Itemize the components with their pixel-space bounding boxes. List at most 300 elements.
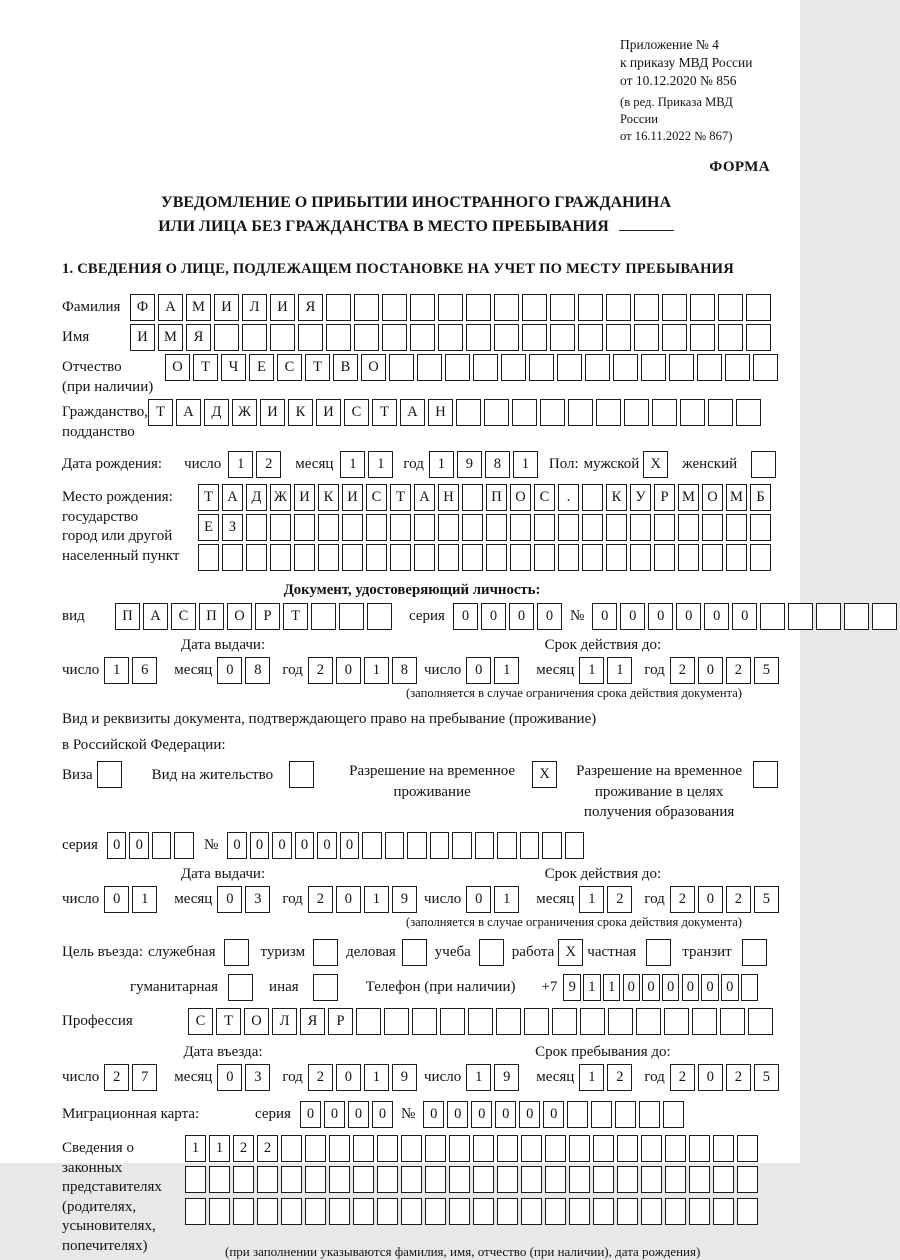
char-cell[interactable] xyxy=(401,1135,422,1162)
char-cell[interactable] xyxy=(558,514,579,541)
char-cell[interactable] xyxy=(593,1198,614,1225)
char-cell[interactable] xyxy=(382,324,407,351)
char-cell[interactable] xyxy=(550,324,575,351)
char-cell[interactable] xyxy=(680,399,705,426)
char-cell[interactable]: Л xyxy=(242,294,267,321)
char-cell[interactable] xyxy=(617,1198,638,1225)
char-cell[interactable] xyxy=(630,514,651,541)
char-cell[interactable] xyxy=(617,1135,638,1162)
checkbox-residence-permit[interactable] xyxy=(289,761,314,788)
char-cell[interactable]: 0 xyxy=(537,603,562,630)
char-cell[interactable] xyxy=(318,514,339,541)
char-cell[interactable] xyxy=(342,544,363,571)
char-cell[interactable] xyxy=(690,324,715,351)
char-cell[interactable] xyxy=(521,1135,542,1162)
char-cell[interactable]: 0 xyxy=(481,603,506,630)
char-cell[interactable] xyxy=(606,544,627,571)
char-cell[interactable] xyxy=(736,399,761,426)
char-cell[interactable] xyxy=(484,399,509,426)
char-cell[interactable] xyxy=(725,354,750,381)
char-cell[interactable] xyxy=(257,1198,278,1225)
char-cell[interactable]: О xyxy=(361,354,386,381)
char-cell[interactable] xyxy=(356,1008,381,1035)
char-cell[interactable] xyxy=(377,1198,398,1225)
char-cell[interactable]: 1 xyxy=(579,886,604,913)
char-cell[interactable] xyxy=(844,603,869,630)
char-cell[interactable]: М xyxy=(158,324,183,351)
char-cell[interactable]: Ж xyxy=(232,399,257,426)
char-cell[interactable] xyxy=(654,544,675,571)
char-cell[interactable]: 1 xyxy=(364,1064,389,1091)
char-cell[interactable]: Т xyxy=(148,399,173,426)
char-cell[interactable]: 1 xyxy=(466,1064,491,1091)
char-cell[interactable] xyxy=(510,544,531,571)
char-cell[interactable]: 1 xyxy=(340,451,365,478)
char-cell[interactable] xyxy=(512,399,537,426)
char-cell[interactable]: 0 xyxy=(423,1101,444,1128)
char-cell[interactable] xyxy=(702,514,723,541)
char-cell[interactable]: 2 xyxy=(670,1064,695,1091)
checkbox-purpose-study[interactable] xyxy=(479,939,504,966)
char-cell[interactable] xyxy=(641,354,666,381)
char-cell[interactable] xyxy=(377,1166,398,1193)
char-cell[interactable]: 2 xyxy=(308,657,333,684)
char-cell[interactable]: 2 xyxy=(607,886,632,913)
char-cell[interactable]: 0 xyxy=(676,603,701,630)
char-cell[interactable]: 2 xyxy=(670,657,695,684)
char-cell[interactable]: 6 xyxy=(132,657,157,684)
char-cell[interactable] xyxy=(615,1101,636,1128)
char-cell[interactable]: Е xyxy=(198,514,219,541)
char-cell[interactable] xyxy=(606,514,627,541)
char-cell[interactable]: 0 xyxy=(701,974,719,1001)
char-cell[interactable] xyxy=(545,1198,566,1225)
char-cell[interactable] xyxy=(246,514,267,541)
char-cell[interactable]: П xyxy=(115,603,140,630)
char-cell[interactable] xyxy=(449,1166,470,1193)
char-cell[interactable] xyxy=(452,832,472,859)
char-cell[interactable] xyxy=(753,354,778,381)
char-cell[interactable]: С xyxy=(366,484,387,511)
char-cell[interactable] xyxy=(708,399,733,426)
char-cell[interactable] xyxy=(569,1135,590,1162)
char-cell[interactable]: 1 xyxy=(364,657,389,684)
char-cell[interactable] xyxy=(214,324,239,351)
char-cell[interactable] xyxy=(582,484,603,511)
char-cell[interactable] xyxy=(329,1135,350,1162)
char-cell[interactable]: А xyxy=(400,399,425,426)
char-cell[interactable] xyxy=(305,1166,326,1193)
char-cell[interactable]: Ф xyxy=(130,294,155,321)
char-cell[interactable]: Б xyxy=(750,484,771,511)
char-cell[interactable] xyxy=(425,1135,446,1162)
char-cell[interactable] xyxy=(401,1166,422,1193)
char-cell[interactable] xyxy=(608,1008,633,1035)
char-cell[interactable] xyxy=(494,294,519,321)
char-cell[interactable]: 2 xyxy=(670,886,695,913)
char-cell[interactable]: М xyxy=(678,484,699,511)
char-cell[interactable]: 0 xyxy=(340,832,360,859)
char-cell[interactable]: О xyxy=(165,354,190,381)
char-cell[interactable] xyxy=(410,324,435,351)
char-cell[interactable]: 3 xyxy=(245,886,270,913)
char-cell[interactable]: 0 xyxy=(592,603,617,630)
char-cell[interactable] xyxy=(401,1198,422,1225)
char-cell[interactable] xyxy=(497,1166,518,1193)
char-cell[interactable] xyxy=(174,832,194,859)
char-cell[interactable] xyxy=(462,544,483,571)
char-cell[interactable]: 8 xyxy=(485,451,510,478)
char-cell[interactable] xyxy=(445,354,470,381)
char-cell[interactable]: О xyxy=(702,484,723,511)
char-cell[interactable] xyxy=(545,1135,566,1162)
char-cell[interactable] xyxy=(617,1166,638,1193)
char-cell[interactable] xyxy=(390,544,411,571)
char-cell[interactable]: 2 xyxy=(726,886,751,913)
char-cell[interactable]: 0 xyxy=(104,886,129,913)
char-cell[interactable] xyxy=(741,974,759,1001)
char-cell[interactable] xyxy=(529,354,554,381)
char-cell[interactable] xyxy=(233,1198,254,1225)
char-cell[interactable] xyxy=(542,832,562,859)
char-cell[interactable] xyxy=(497,1135,518,1162)
char-cell[interactable] xyxy=(634,324,659,351)
char-cell[interactable]: Т xyxy=(283,603,308,630)
char-cell[interactable] xyxy=(198,544,219,571)
char-cell[interactable] xyxy=(339,603,364,630)
char-cell[interactable]: 0 xyxy=(698,886,723,913)
checkbox-purpose-business[interactable] xyxy=(402,939,427,966)
char-cell[interactable] xyxy=(326,324,351,351)
char-cell[interactable] xyxy=(713,1166,734,1193)
char-cell[interactable] xyxy=(385,832,405,859)
char-cell[interactable]: 1 xyxy=(513,451,538,478)
char-cell[interactable] xyxy=(565,832,585,859)
char-cell[interactable]: Д xyxy=(246,484,267,511)
char-cell[interactable] xyxy=(534,514,555,541)
char-cell[interactable] xyxy=(389,354,414,381)
char-cell[interactable]: 0 xyxy=(732,603,757,630)
char-cell[interactable] xyxy=(689,1166,710,1193)
checkbox-temp-permit[interactable]: X xyxy=(532,761,557,788)
char-cell[interactable]: 0 xyxy=(324,1101,345,1128)
checkbox-purpose-private[interactable] xyxy=(646,939,671,966)
char-cell[interactable] xyxy=(438,514,459,541)
char-cell[interactable]: Я xyxy=(186,324,211,351)
char-cell[interactable]: 5 xyxy=(754,1064,779,1091)
char-cell[interactable] xyxy=(737,1198,758,1225)
char-cell[interactable]: И xyxy=(294,484,315,511)
char-cell[interactable] xyxy=(522,324,547,351)
char-cell[interactable] xyxy=(449,1135,470,1162)
char-cell[interactable] xyxy=(510,514,531,541)
char-cell[interactable] xyxy=(366,514,387,541)
char-cell[interactable]: 2 xyxy=(256,451,281,478)
char-cell[interactable] xyxy=(654,514,675,541)
char-cell[interactable] xyxy=(438,324,463,351)
char-cell[interactable] xyxy=(522,294,547,321)
checkbox-purpose-tourism[interactable] xyxy=(313,939,338,966)
char-cell[interactable] xyxy=(353,1166,374,1193)
char-cell[interactable]: 2 xyxy=(233,1135,254,1162)
char-cell[interactable]: Я xyxy=(298,294,323,321)
char-cell[interactable] xyxy=(713,1198,734,1225)
char-cell[interactable] xyxy=(606,294,631,321)
char-cell[interactable] xyxy=(222,544,243,571)
char-cell[interactable]: 2 xyxy=(308,886,333,913)
char-cell[interactable] xyxy=(473,354,498,381)
char-cell[interactable]: 0 xyxy=(129,832,149,859)
char-cell[interactable]: Р xyxy=(328,1008,353,1035)
char-cell[interactable] xyxy=(353,1135,374,1162)
char-cell[interactable]: С xyxy=(534,484,555,511)
char-cell[interactable] xyxy=(326,294,351,321)
char-cell[interactable] xyxy=(689,1135,710,1162)
char-cell[interactable]: 1 xyxy=(579,657,604,684)
char-cell[interactable] xyxy=(557,354,582,381)
char-cell[interactable] xyxy=(816,603,841,630)
char-cell[interactable] xyxy=(578,294,603,321)
char-cell[interactable] xyxy=(534,544,555,571)
char-cell[interactable]: 0 xyxy=(648,603,673,630)
char-cell[interactable]: 1 xyxy=(494,886,519,913)
char-cell[interactable]: 9 xyxy=(392,1064,417,1091)
char-cell[interactable]: 1 xyxy=(104,657,129,684)
char-cell[interactable] xyxy=(569,1166,590,1193)
char-cell[interactable]: 1 xyxy=(607,657,632,684)
char-cell[interactable] xyxy=(550,294,575,321)
char-cell[interactable]: 9 xyxy=(457,451,482,478)
char-cell[interactable] xyxy=(718,294,743,321)
char-cell[interactable]: 0 xyxy=(704,603,729,630)
char-cell[interactable]: 0 xyxy=(217,886,242,913)
char-cell[interactable] xyxy=(568,399,593,426)
char-cell[interactable] xyxy=(726,514,747,541)
char-cell[interactable]: Я xyxy=(300,1008,325,1035)
char-cell[interactable] xyxy=(342,514,363,541)
char-cell[interactable]: 0 xyxy=(721,974,739,1001)
char-cell[interactable] xyxy=(462,484,483,511)
checkbox-female[interactable] xyxy=(751,451,776,478)
char-cell[interactable]: 1 xyxy=(209,1135,230,1162)
char-cell[interactable]: 0 xyxy=(348,1101,369,1128)
char-cell[interactable] xyxy=(362,832,382,859)
char-cell[interactable] xyxy=(414,514,435,541)
char-cell[interactable] xyxy=(440,1008,465,1035)
char-cell[interactable] xyxy=(407,832,427,859)
char-cell[interactable] xyxy=(353,1198,374,1225)
char-cell[interactable]: О xyxy=(227,603,252,630)
char-cell[interactable] xyxy=(281,1198,302,1225)
checkbox-purpose-other[interactable] xyxy=(313,974,338,1001)
char-cell[interactable]: 0 xyxy=(519,1101,540,1128)
char-cell[interactable]: 5 xyxy=(754,657,779,684)
char-cell[interactable]: З xyxy=(222,514,243,541)
char-cell[interactable] xyxy=(367,603,392,630)
char-cell[interactable]: 1 xyxy=(583,974,601,1001)
char-cell[interactable]: Р xyxy=(255,603,280,630)
char-cell[interactable] xyxy=(497,832,517,859)
checkbox-purpose-transit[interactable] xyxy=(742,939,767,966)
char-cell[interactable]: Н xyxy=(428,399,453,426)
char-cell[interactable] xyxy=(185,1166,206,1193)
char-cell[interactable]: 0 xyxy=(336,1064,361,1091)
char-cell[interactable] xyxy=(750,514,771,541)
char-cell[interactable] xyxy=(414,544,435,571)
char-cell[interactable] xyxy=(690,294,715,321)
char-cell[interactable] xyxy=(689,1198,710,1225)
char-cell[interactable] xyxy=(593,1135,614,1162)
char-cell[interactable] xyxy=(746,294,771,321)
char-cell[interactable] xyxy=(665,1135,686,1162)
char-cell[interactable]: Т xyxy=(198,484,219,511)
char-cell[interactable] xyxy=(697,354,722,381)
char-cell[interactable]: 1 xyxy=(579,1064,604,1091)
char-cell[interactable] xyxy=(596,399,621,426)
char-cell[interactable] xyxy=(209,1198,230,1225)
char-cell[interactable] xyxy=(270,514,291,541)
checkbox-purpose-humanitarian[interactable] xyxy=(228,974,253,1001)
char-cell[interactable]: 0 xyxy=(642,974,660,1001)
char-cell[interactable] xyxy=(585,354,610,381)
char-cell[interactable]: 2 xyxy=(726,657,751,684)
char-cell[interactable] xyxy=(354,324,379,351)
char-cell[interactable] xyxy=(456,399,481,426)
char-cell[interactable] xyxy=(281,1166,302,1193)
char-cell[interactable]: Л xyxy=(272,1008,297,1035)
char-cell[interactable]: 3 xyxy=(245,1064,270,1091)
char-cell[interactable] xyxy=(569,1198,590,1225)
char-cell[interactable]: А xyxy=(158,294,183,321)
char-cell[interactable] xyxy=(412,1008,437,1035)
char-cell[interactable]: 0 xyxy=(698,1064,723,1091)
char-cell[interactable]: . xyxy=(558,484,579,511)
char-cell[interactable]: 0 xyxy=(317,832,337,859)
char-cell[interactable] xyxy=(209,1166,230,1193)
char-cell[interactable] xyxy=(665,1198,686,1225)
char-cell[interactable]: 9 xyxy=(563,974,581,1001)
char-cell[interactable] xyxy=(494,324,519,351)
char-cell[interactable] xyxy=(580,1008,605,1035)
char-cell[interactable] xyxy=(438,294,463,321)
char-cell[interactable]: 0 xyxy=(336,886,361,913)
char-cell[interactable]: И xyxy=(342,484,363,511)
char-cell[interactable] xyxy=(669,354,694,381)
char-cell[interactable] xyxy=(737,1166,758,1193)
checkbox-purpose-official[interactable] xyxy=(224,939,249,966)
char-cell[interactable]: К xyxy=(318,484,339,511)
char-cell[interactable]: Д xyxy=(204,399,229,426)
char-cell[interactable]: М xyxy=(186,294,211,321)
char-cell[interactable] xyxy=(466,324,491,351)
char-cell[interactable]: 0 xyxy=(250,832,270,859)
char-cell[interactable]: 0 xyxy=(543,1101,564,1128)
char-cell[interactable]: 1 xyxy=(603,974,621,1001)
char-cell[interactable] xyxy=(641,1198,662,1225)
char-cell[interactable]: И xyxy=(130,324,155,351)
char-cell[interactable]: Р xyxy=(654,484,675,511)
char-cell[interactable]: 0 xyxy=(466,657,491,684)
char-cell[interactable]: 1 xyxy=(185,1135,206,1162)
char-cell[interactable]: 1 xyxy=(364,886,389,913)
char-cell[interactable]: Т xyxy=(390,484,411,511)
checkbox-edu-permit[interactable] xyxy=(753,761,778,788)
char-cell[interactable] xyxy=(384,1008,409,1035)
char-cell[interactable] xyxy=(582,544,603,571)
char-cell[interactable]: А xyxy=(222,484,243,511)
char-cell[interactable]: 5 xyxy=(754,886,779,913)
char-cell[interactable] xyxy=(242,324,267,351)
char-cell[interactable] xyxy=(520,832,540,859)
char-cell[interactable] xyxy=(521,1166,542,1193)
char-cell[interactable]: 0 xyxy=(217,1064,242,1091)
char-cell[interactable] xyxy=(473,1198,494,1225)
char-cell[interactable]: 2 xyxy=(726,1064,751,1091)
char-cell[interactable]: 8 xyxy=(245,657,270,684)
char-cell[interactable] xyxy=(702,544,723,571)
char-cell[interactable]: 0 xyxy=(300,1101,321,1128)
char-cell[interactable] xyxy=(748,1008,773,1035)
char-cell[interactable]: 1 xyxy=(368,451,393,478)
char-cell[interactable]: М xyxy=(726,484,747,511)
char-cell[interactable] xyxy=(486,514,507,541)
char-cell[interactable] xyxy=(462,514,483,541)
char-cell[interactable]: 7 xyxy=(132,1064,157,1091)
char-cell[interactable]: 0 xyxy=(509,603,534,630)
char-cell[interactable]: 0 xyxy=(453,603,478,630)
char-cell[interactable]: А xyxy=(176,399,201,426)
char-cell[interactable]: И xyxy=(214,294,239,321)
char-cell[interactable] xyxy=(746,324,771,351)
char-cell[interactable]: Н xyxy=(438,484,459,511)
char-cell[interactable] xyxy=(582,514,603,541)
char-cell[interactable] xyxy=(639,1101,660,1128)
char-cell[interactable]: 1 xyxy=(429,451,454,478)
char-cell[interactable] xyxy=(664,1008,689,1035)
char-cell[interactable] xyxy=(305,1198,326,1225)
char-cell[interactable] xyxy=(737,1135,758,1162)
char-cell[interactable] xyxy=(720,1008,745,1035)
char-cell[interactable] xyxy=(152,832,172,859)
char-cell[interactable]: Т xyxy=(216,1008,241,1035)
char-cell[interactable] xyxy=(329,1166,350,1193)
char-cell[interactable]: 0 xyxy=(272,832,292,859)
char-cell[interactable] xyxy=(545,1166,566,1193)
char-cell[interactable] xyxy=(473,1135,494,1162)
char-cell[interactable]: 9 xyxy=(392,886,417,913)
char-cell[interactable] xyxy=(497,1198,518,1225)
char-cell[interactable]: С xyxy=(171,603,196,630)
char-cell[interactable] xyxy=(354,294,379,321)
char-cell[interactable]: 2 xyxy=(104,1064,129,1091)
char-cell[interactable]: П xyxy=(199,603,224,630)
char-cell[interactable] xyxy=(678,544,699,571)
char-cell[interactable]: 0 xyxy=(698,657,723,684)
char-cell[interactable] xyxy=(540,399,565,426)
char-cell[interactable]: 0 xyxy=(466,886,491,913)
char-cell[interactable] xyxy=(468,1008,493,1035)
char-cell[interactable] xyxy=(634,294,659,321)
char-cell[interactable] xyxy=(726,544,747,571)
char-cell[interactable] xyxy=(718,324,743,351)
char-cell[interactable]: Ч xyxy=(221,354,246,381)
char-cell[interactable] xyxy=(377,1135,398,1162)
char-cell[interactable] xyxy=(486,544,507,571)
char-cell[interactable]: И xyxy=(260,399,285,426)
char-cell[interactable] xyxy=(318,544,339,571)
char-cell[interactable]: 0 xyxy=(227,832,247,859)
checkbox-purpose-work[interactable]: X xyxy=(558,939,583,966)
